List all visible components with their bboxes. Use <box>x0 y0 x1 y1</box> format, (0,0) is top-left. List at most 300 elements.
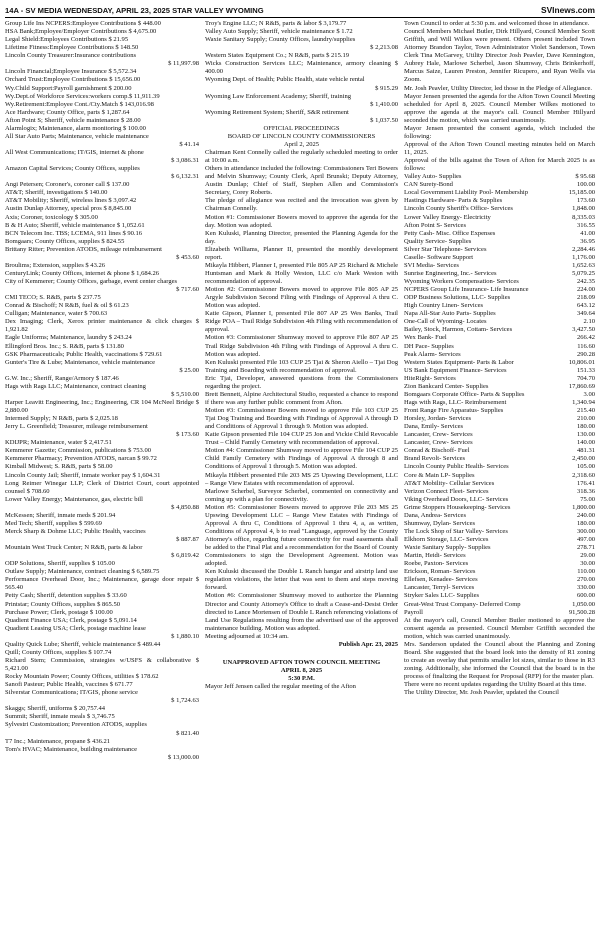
expense-entry: Amazon Capital Services; County Offices, supplies <box>5 165 140 173</box>
bill-amount: 30.00 <box>580 560 595 568</box>
expense-amount: $ 821.40 <box>176 729 199 737</box>
paragraph: Mikayla Hibbert presented File 203 MS 25 Upswing Development, LLC – Range View Estates with recommendation of approval. <box>205 471 398 487</box>
bill-row <box>404 181 595 189</box>
paragraph: Ken Kuluski, Planning Director, presented the Planning Agenda for the day. <box>205 229 398 245</box>
bill-amount: 17,860.69 <box>568 382 595 390</box>
expense-entry: Rocky Mountain Power; County Offices, utilities $ 178.62 <box>5 673 159 681</box>
section-heading: UNAPPROVED AFTON TOWN COUNCIL MEETING <box>222 658 381 666</box>
bill-amount: 497.00 <box>576 536 595 543</box>
bill-vendor: High Country Linen- Services <box>404 302 484 310</box>
bill-vendor: ODP Business Solutions, LLC- Supplies <box>404 294 511 302</box>
bill-vendor: Lancaster, Crew- Services <box>404 431 473 439</box>
section-heading: APRIL 8, 2025 <box>280 666 323 674</box>
bill-row <box>404 544 595 552</box>
bill-amount: 2,284.46 <box>572 245 595 253</box>
bill-row <box>404 472 595 480</box>
bill-vendor: Bailey, Stock, Harmon, Cottam- Services <box>404 326 513 334</box>
expense-entry: Kimball Midwest; S. R&B, parts $ 58.00 <box>5 463 113 471</box>
expense-amount: $ 41.14 <box>179 140 199 148</box>
bill-row <box>404 302 595 310</box>
expense-entry: Angi Petersen; Coroner's, coroner call $ 137.00 <box>5 181 130 189</box>
expense-entry: Quadient Leasing USA; Clerk, postage machine lease <box>5 624 146 632</box>
paragraph: There were no recent updates regarding the Utility Board at this time. <box>404 681 587 689</box>
paragraph: Approval of the Afton Town Council meeting minutes held on March 11, 2025. <box>404 140 595 156</box>
expense-entry: Bomgaars; County Offices, supplies $ 824.55 <box>5 237 125 245</box>
bill-vendor: Waxie Sanitary Supply- Supplies <box>404 544 491 552</box>
expense-amount: $ 11,997.98 <box>168 60 199 68</box>
expense-entry: Wyoming Dept. of Health; Public Health, state vehicle rental <box>205 76 365 84</box>
expense-entry: Purchase Power; Clerk, postage $ 100.00 <box>5 608 113 616</box>
bill-row <box>404 230 595 238</box>
bill-amount: 173.60 <box>576 197 595 205</box>
bill-row <box>404 601 595 609</box>
bill-amount: 242.35 <box>576 278 595 285</box>
bill-row <box>404 383 595 391</box>
bill-row <box>404 463 595 471</box>
expense-entry: Harper Leavitt Engineering, Inc.; Engineering, CR 104 McNeel Bridge $ 2,880.00 <box>5 398 199 414</box>
bill-row <box>404 568 595 576</box>
bill-row <box>404 214 595 222</box>
bill-vendor: Sunrise Engineering, Inc.- Services <box>404 269 497 277</box>
bills-table <box>404 173 595 616</box>
expense-entry: Long Reimer Winegar LLP; Clerk of District Court, court appointed counsel $ 708.60 <box>5 479 199 495</box>
expense-entry: City of Kemmerer; County Offices, garbage, event center charges <box>5 278 178 285</box>
bill-vendor: Lincoln County Sheriff's Office- Services <box>404 205 513 213</box>
paragraph: Katie Gipson, Planner I, presented File 807 AP 25 Wes Banks, Trail Ridge POA – Trail Ridge Subdivision 4th Filing with recommendation of approval. <box>205 310 398 334</box>
expense-entry: Lincoln County Jail; Sheriff, inmate worker pay $ 1,604.31 <box>5 471 161 479</box>
bill-amount: 151.33 <box>576 366 595 374</box>
expense-entry: CenturyLink; County Offices, internet & phone $ 1,684.26 <box>5 269 160 277</box>
bill-amount: 240.00 <box>576 511 595 519</box>
bill-amount: 270.00 <box>576 576 595 584</box>
bill-row <box>404 278 595 286</box>
bill-amount: 8,335.03 <box>572 213 595 221</box>
paragraph: Mr. Josh Peavler, Utility Director, led those in the Pledge of Allegiance. <box>404 84 593 92</box>
bill-amount: 224.00 <box>576 286 595 294</box>
paragraph: Motion #1: Commissioner Bowers moved to approve the agenda for the day. Motion was adopted. <box>205 213 398 229</box>
bill-row <box>404 399 595 407</box>
expense-entry: Axis; Coroner, toxicology $ 305.00 <box>5 213 98 221</box>
bill-vendor: Wex Bank- Fuel <box>404 334 447 342</box>
bill-amount: 1,176.00 <box>572 253 595 261</box>
expense-entry: Ace Hardware; County Office, parts $ 1,287.64 <box>5 108 130 116</box>
expense-entry: ODP Solutions, Sheriff, supplies $ 105.00 <box>5 560 115 568</box>
expense-entry: Afton Point S; Sheriff, vehicle maintenance $ 28.00 <box>5 116 141 124</box>
bill-vendor: Lancaster, Terryl- Services <box>404 584 475 592</box>
bill-amount: 1,340.94 <box>572 398 595 406</box>
bill-amount: 215.40 <box>576 407 595 414</box>
bill-amount: 15,185.00 <box>568 189 595 197</box>
paragraph: Mayor Jeff Jensen called the regular meeting of the Afton <box>205 683 356 691</box>
paragraph: At the mayor's call, Council Member Butler motioned to approve the consent agenda as presented. Council Member Griffith seconded the motion, which was carried unanimously. <box>404 616 595 640</box>
bill-row <box>404 286 595 294</box>
bill-vendor: Zion Bankcard Center- Supplies <box>404 382 489 390</box>
bill-row <box>404 391 595 399</box>
bill-row <box>404 552 595 560</box>
expense-entry: Brittany Ritter; Prevention ATODS, mileage reimbursement <box>5 245 162 253</box>
bill-vendor: Front Range Fire Apparatus- Supplies <box>404 407 504 414</box>
expense-entry: AT&T; Sheriff, investigations $ 140.00 <box>5 189 108 197</box>
bill-vendor: The Lock Shop of Star Valley- Services <box>404 527 508 535</box>
paragraph: Marlowe Scherbel, Surveyor Scherbel, commented on connectivity and coming up with a plan for connectivity. <box>205 487 398 503</box>
column-3-intro <box>404 20 595 173</box>
bill-vendor: Conrad & Bischoff- Fuel <box>404 447 470 455</box>
bill-row <box>404 262 595 270</box>
bill-vendor: Lancaster, Crew- Services <box>404 439 473 447</box>
bill-amount: 10,806.01 <box>568 358 595 366</box>
bill-vendor: Afton Point S- Services <box>404 221 467 229</box>
expense-entry: Mountain West Truck Center; N R&B, parts & labor <box>5 544 143 552</box>
expense-entry: Lifetime Fitness:Employee Contributions $ 148.50 <box>5 44 139 52</box>
bill-vendor: Peak Alarm- Services <box>404 350 461 358</box>
bill-amount: 110.00 <box>577 568 595 576</box>
bill-row <box>404 367 595 375</box>
expense-entry: Eagle Uniforms; Maintenance, laundry $ 243.24 <box>5 334 132 342</box>
bill-row <box>404 310 595 318</box>
paragraph: Motion #6: Commissioner Shumway moved to authorize the Planning Director and County Attorney's Office to draft a Cease-and-Desist Order directed to Lance Mortensen of Double L Ranch referencing violations of Land Use Regulations resulting from the advertised use of the approved maintenance building. Motion was adopted. <box>205 592 398 632</box>
bill-vendor: SVI Media- Services <box>404 261 459 269</box>
expense-entry: Wyoming Law Enforcement Academy; Sheriff, training <box>205 92 352 100</box>
bill-amount: 41.00 <box>580 229 595 237</box>
bill-vendor: Roebe, Paxton- Services <box>404 560 469 568</box>
bill-row <box>404 584 595 592</box>
section-heading: OFFICIAL PROCEEDINGS <box>263 124 340 132</box>
bill-amount: 643.12 <box>576 302 595 310</box>
column-1 <box>5 20 199 923</box>
expense-entry: Silverstar Communications; IT/GIS, phone service <box>5 689 138 697</box>
expense-entry: Dex Imaging; Clerk, Xerox printer maintenance & click charges $ 1,921.82 <box>5 318 199 334</box>
bill-amount: 266.42 <box>576 334 595 342</box>
expense-entry: GSK Pharmaceuticals; Public Health, vaccinations $ 729.61 <box>5 350 163 358</box>
expense-entry: All West Communications; IT/GIS, internet & phone <box>5 149 144 156</box>
paragraph: Ken Kuluski discussed the Double L Ranch hangar and airstrip land use regulation violations, the letter that was sent to them and steps moving forward. <box>205 568 398 592</box>
expense-amount: $ 13,000.00 <box>167 753 199 761</box>
paragraph: Mayor Jensen presented the agenda for the Afton Town Council Meeting scheduled for April 8, 2025. Council Member Wilkes motioned to approve the agenda at the mayor's call. Council Member Hillyard seconded the motion, which was carried unanimously. <box>404 92 595 124</box>
bill-vendor: Stryker Sales LLC- Supplies <box>404 592 480 600</box>
paragraph: The pledge of allegiance was recited and the invocation was given by Chairman Connelly. <box>205 197 398 213</box>
bill-vendor: Hastings Hardware- Parts & Supplies <box>404 197 503 205</box>
masthead <box>5 3 595 18</box>
bill-row <box>404 270 595 278</box>
expense-amount: $ 2,213.08 <box>370 44 398 52</box>
expense-amount: $ 717.60 <box>176 286 199 294</box>
expense-amount: $ 6,819.42 <box>171 552 199 560</box>
expense-entry: Tom's HVAC; Maintenance, building maintenance <box>5 745 138 753</box>
bill-row <box>404 431 595 439</box>
bill-vendor: Western States Equipment- Parts & Labor <box>404 358 514 366</box>
bill-vendor: Dana, Andrea- Services <box>404 511 466 519</box>
expense-entry: Kemmerer Pharmacy; Prevention ATODS, narcan $ 99.72 <box>5 455 157 463</box>
paragraph: Chairman Kent Connelly called the regularly scheduled meeting to order at 10:00 a.m. <box>205 149 398 165</box>
expense-entry: B & H Auto; Sheriff, vehicle maintenance $ 1,052.61 <box>5 221 145 229</box>
bill-row <box>404 480 595 488</box>
expense-entry: Wy.Child Support:Payroll garnishment $ 200.00 <box>5 84 132 92</box>
bill-amount: 180.00 <box>576 519 595 527</box>
expense-amount: $ 4,850.88 <box>171 503 199 511</box>
expense-entry: Skaggs; Sheriff, uniforms $ 20,757.44 <box>5 705 106 713</box>
bill-vendor: Wyoming Workers Compensation- Services <box>404 278 519 285</box>
bill-vendor: HiteRight- Services <box>404 374 456 382</box>
bill-row <box>404 359 595 367</box>
paragraph: Motion #3: Commissioner Shumway moved to approve File 807 AP 25 Trail Ridge Subdivision 4th Filing with Findings of Approval A thru C. Motion was adopted. <box>205 334 398 358</box>
bill-vendor: CAN Surety-Bond <box>404 181 453 189</box>
expense-entry: Intermed Supply; N R&B, parts $ 2,025.18 <box>5 415 118 423</box>
bill-row <box>404 520 595 528</box>
expense-entry: Austin Dunlap Attorney, special pros $ 8,845.00 <box>5 205 132 213</box>
expense-entry: Quill; County Offices, supplies $ 107.74 <box>5 648 112 656</box>
bill-row <box>404 318 595 326</box>
bill-amount: 316.55 <box>576 221 595 229</box>
paragraph: Eric Tjai, Developer, answered questions from the Commissioners regarding the project. <box>205 374 398 390</box>
expense-amount: $ 1,410.00 <box>370 100 398 108</box>
bill-amount: 481.31 <box>576 447 595 455</box>
expense-amount: $ 915.29 <box>375 84 398 92</box>
expense-amount: $ 1,037.50 <box>370 116 398 124</box>
expense-entry: Sylvestri Customization; Prevention ATODS, supplies <box>5 721 147 729</box>
expense-entry: Gunter's Tire & Lube; Maintenance, vehicle maintenance <box>5 358 156 366</box>
bill-amount: 278.71 <box>576 544 595 552</box>
bill-amount: 100.00 <box>576 181 595 189</box>
bill-amount: 3.00 <box>583 390 595 398</box>
bill-row <box>404 504 595 512</box>
bill-amount: 140.00 <box>576 439 595 447</box>
bill-amount: 1,800.00 <box>572 503 595 511</box>
expense-entry: BCN Telecom Inc. TBS; LCEMA, 911 lines $ 90.16 <box>5 229 143 237</box>
expense-amount: $ 5,510.00 <box>171 390 199 398</box>
bill-amount: 105.00 <box>576 463 595 471</box>
expense-entry: Med Tech; Sheriff, supplies $ 599.69 <box>5 519 102 527</box>
bill-amount: 1,050.00 <box>572 600 595 608</box>
bill-vendor: Ellefsen, Kenadee- Services <box>404 576 478 584</box>
expense-entry: McKessen; Sheriff, inmate meds $ 201.94 <box>5 511 116 519</box>
bill-amount: 5,079.25 <box>572 269 595 277</box>
paragraph: Mrs. Sanderson updated the Council about the Planning and Zoning Board. She suggested that the board look into the density of R1 zoning to create an overlay that permits smaller lot sizes, similar to those in R3 zoning. Additionally, she informed the Council that the board is in the process of finalizing the Request for Proposal (RFP) for the master plan. <box>404 640 595 681</box>
expense-entry: Performance Overhead Door, Inc.; Maintenance, garage door repair $ 565.40 <box>5 576 199 592</box>
bill-row <box>404 576 595 584</box>
bill-amount: 600.00 <box>576 592 595 600</box>
expense-entry: Group Life Ins NCPERS:Employee Contributions $ 448.00 <box>5 20 161 27</box>
bill-vendor: Martin, Heidi- Services <box>404 552 466 560</box>
paragraph: Council Members Michael Butler, Dirk Hillyard, Council Member Scott Griffith, and Will Wilkes were present. Others present included Town Attorney Brandon Taylor, Town Administrator Violet Sanderson, Town Clerk Tina McGarvey, Utility Director Josh Peavler, Dave Kennington, Aubrey Hale, Marlowe Scherbel, Jason Shumway, Chris Brinkerhoff, Marcus Saize, Lauren Preston, Jennifer Ricupero, and Ryan Wells via Zoom. <box>404 28 595 84</box>
bill-row <box>404 222 595 230</box>
bill-row <box>404 343 595 351</box>
bill-vendor: Caselle- Software Support <box>404 253 474 261</box>
paragraph: Town Council to order at 5:30 p.m. and welcomed those in attendance. <box>404 20 590 27</box>
bill-row <box>404 189 595 197</box>
paragraph: Others in attendance included the following: Commissioners Teri Bowers and Melvin Shumway; County Clerk, April Brunski; Deputy Attorney, Austin Dunlap; Chief of Staff, Stephen Allen and Commission's Secretary, Corey Roberts. <box>205 165 398 197</box>
bill-amount: 1,652.63 <box>572 261 595 269</box>
bill-amount: $ 95.68 <box>575 173 595 181</box>
expense-entry: Troy's Engine LLC; N R&B, parts & labor $ 3,179.77 <box>205 20 347 27</box>
bill-amount: 75.00 <box>580 495 595 503</box>
bill-vendor: Lincoln County Public Health- Services <box>404 463 509 471</box>
expense-amount: $ 1,880.10 <box>171 632 199 640</box>
expense-amount: $ 6,132.31 <box>171 173 199 181</box>
expense-entry: HSA Bank;Employee/Employer Contributions $ 4,675.00 <box>5 28 157 36</box>
bill-row <box>404 205 595 213</box>
expense-entry: Waxie Sanitary Supply; County Offices, laundry/supplies <box>205 36 356 44</box>
bill-vendor: Quality Service- Supplies <box>404 237 472 245</box>
expense-entry: G.W. Inc.; Sheriff, Range/Armory $ 187.46 <box>5 374 119 382</box>
bill-vendor: Verizon Connect Fleet- Services <box>404 487 489 495</box>
bill-vendor: NCPERS Group Life Insurance- Life Insurance <box>404 286 529 294</box>
bill-amount: 290.28 <box>576 350 595 358</box>
paragraph: Elizabeth Williams, Planner II, presented the monthly development report. <box>205 245 398 261</box>
expense-entry: Printstar; County Offices, supplies $ 865.50 <box>5 600 120 608</box>
bill-row <box>404 375 595 383</box>
bill-row <box>404 512 595 520</box>
expense-entry: Kemmerer Gazette; Commission, publications $ 753.00 <box>5 447 152 455</box>
section-heading: April 2, 2025 <box>283 140 320 148</box>
bill-amount: 91,500.28 <box>568 608 595 616</box>
expense-entry: Alarmlogix; Maintenance, alarm monitoring $ 100.00 <box>5 124 146 132</box>
expense-entry: T7 Inc.; Maintenance, propane $ 436.21 <box>5 737 111 745</box>
expense-entry: Western States Equipment Co.; N R&B, parts $ 215.19 <box>205 52 350 60</box>
bill-amount: 29.00 <box>580 552 595 560</box>
bill-row <box>404 351 595 359</box>
bill-row <box>404 536 595 544</box>
bill-amount: 2,450.00 <box>572 455 595 463</box>
bill-vendor: Great-West Trust Company- Deferred Comp <box>404 600 521 608</box>
bill-row <box>404 609 595 617</box>
paragraph: Motion #4: Commissioner Shumway moved to approve File 104 CUP 25 Child Family Cemetery with Findings of Approval A through 8 and Conditions of Approval 1 through 5. Motion was adopted. <box>205 447 398 471</box>
expense-entry: Summit; Sheriff, inmate meals $ 3,746.75 <box>5 713 115 721</box>
paragraph: Motion #5: Commissioner Bowers moved to approve File 203 MS 25 Upswing Development LLC – Range View Estates with Findings of Approval A thru C, Conditions of Approval 1 thru 4, a, as written, Conditions of Approval 4, b to read "Language, approved by the County Attorney's office, regarding future connectivity for road easements shall be added to the Final Plat and a recommendation for the Board of County Commissioners to sign the Development Agreement. Motion was adopted. <box>205 503 398 568</box>
bill-vendor: Brand Revolt- Services <box>404 455 466 463</box>
bill-amount: 2.10 <box>583 318 595 326</box>
column-2 <box>205 20 398 923</box>
bill-vendor: Valley Auto- Supplies <box>404 173 462 181</box>
site-name: SVInews.com <box>541 5 595 15</box>
bill-row <box>404 197 595 205</box>
expense-entry: Outlaw Supply; Maintenance, contract cleaning $ 6,589.75 <box>5 568 160 576</box>
expense-entry: Valley Auto Supply; Sheriff, vehicle maintenance $ 1.72 <box>205 28 353 36</box>
bill-amount: 330.00 <box>576 584 595 592</box>
expense-entry: Lincoln Financial;Employee Insurance $ 5,572.34 <box>5 68 137 76</box>
bill-vendor: DH Pace- Supplies <box>404 342 454 350</box>
bill-vendor: US Bank Equipment Finance- Services <box>404 366 507 374</box>
bill-amount: 2,318.60 <box>572 471 595 479</box>
expense-entry: Jerry L. Greenfield; Treasurer, mileage reimbursement <box>5 423 148 431</box>
bill-vendor: Payroll <box>404 608 423 616</box>
bill-vendor: Elkhorn Storage, LLC- Services <box>404 536 489 543</box>
bill-vendor: Petty Cash- Misc. Office Expenses <box>404 229 496 237</box>
expense-entry: Legal Shield:Employees Contributions $ 21.95 <box>5 36 129 44</box>
section-heading: 5:30 P.M. <box>288 675 315 682</box>
expense-entry: Petty Cash; Sheriff, detention supplies $ 33.60 <box>5 592 127 600</box>
paragraph: The Utility Director, Mr. Josh Peavler, updated the Council <box>404 689 559 697</box>
expense-entry: Quadient Finance USA; Clerk, postage $ 5,091.14 <box>5 616 137 624</box>
bill-row <box>404 455 595 463</box>
bill-vendor: Core & Main LP- Supplies <box>404 471 475 479</box>
bill-row <box>404 415 595 423</box>
section-gap <box>205 649 398 659</box>
bill-amount: 116.60 <box>577 342 595 350</box>
bill-row <box>404 496 595 504</box>
bill-row <box>404 254 595 262</box>
expense-entry: Hags with Rags LLC; Maintenance, contract cleaning <box>5 382 146 390</box>
expense-entry: Ellingford Bros. Inc.; S. R&B, parts $ 131.80 <box>5 342 124 350</box>
bill-row <box>404 326 595 334</box>
expense-amount: $ 1,724.63 <box>171 697 199 705</box>
paragraph: Mikayla Hibbert, Planner I, presented File 805 AP 25 Richard & Michele Huntsman and Mark & Holly Weston, LLC c/o Mark Weston with recommendation of approval. <box>205 261 398 285</box>
expense-entry: Conrad & Bischoff; N R&B, fuel & oil $ 61.23 <box>5 302 129 310</box>
paragraph: Mayor Jensen presented the consent agenda, which included the following: <box>404 124 595 140</box>
expense-entry: Wyoming Retirement System; Sheriff, S&R retirement <box>205 108 349 116</box>
bill-amount: 3,427.50 <box>572 326 595 334</box>
expense-entry: Lincoln County Treasurer:Insurance contributions <box>5 52 137 60</box>
paragraph: Meeting adjourned at 10:34 am. <box>205 632 289 640</box>
bill-vendor: Grime Stoppers Housekeeping- Services <box>404 503 511 511</box>
column-3 <box>404 20 595 923</box>
expense-amount: $ 173.60 <box>176 431 199 439</box>
paragraph: Ken Kuluski presented File 103 CUP 25 Tjai & Sheron Aiello – Tjai Dog Training and Boarding with recommendation of approval. <box>205 358 398 374</box>
expense-entry: Wicks Construction Services LLC; Maintenance, armory cleaning $ 400.00 <box>205 60 398 76</box>
bill-amount: 210.00 <box>576 415 595 423</box>
expense-entry: CMI TECO; S. R&B, parts $ 237.75 <box>5 294 101 302</box>
bill-amount: 36.95 <box>580 237 595 245</box>
publish-date: Publish Apr. 23, 2025 <box>338 640 398 648</box>
bill-vendor: Horsley, Jordan- Services <box>404 415 472 423</box>
paragraph: Approval of the bills against the Town of Afton for March 2025 is as follows: <box>404 157 595 173</box>
expense-entry: Wy.Retirement:Employee Cont./Cty.Match $ 143,016.98 <box>5 100 154 108</box>
bill-vendor: Silver Star Telephone- Services <box>404 245 487 253</box>
bill-amount: 130.00 <box>576 431 595 439</box>
expense-entry: Culligan; Maintenance, water $ 700.63 <box>5 310 108 318</box>
bill-vendor: Shumway, Dylan- Services <box>404 519 476 527</box>
bill-row <box>404 294 595 302</box>
bill-row <box>404 447 595 455</box>
bill-vendor: Lower Valley Energy- Electricity <box>404 213 491 221</box>
expense-amount: $ 3,086.31 <box>171 157 199 165</box>
bill-row <box>404 528 595 536</box>
bill-vendor: One-Call of Wyoming- Locates <box>404 318 487 326</box>
bill-vendor: Hags with Rags, LLC- Reimbursement <box>404 398 507 406</box>
paragraph: Brett Bennett, Alpine Architectural Studio, requested a chance to respond if there was any further public comment from Afton. <box>205 390 398 406</box>
bill-vendor: Erickson, Roman- Services <box>404 568 476 576</box>
bill-row <box>404 423 595 431</box>
expense-amount: $ 453.60 <box>176 253 199 261</box>
expense-entry: Merck Sharp & Dohme LLC; Public Health, vaccines <box>5 527 146 535</box>
expense-entry: AT&T Mobility; Sheriff, wireless lines $ 3,097.42 <box>5 197 137 205</box>
page-header-dateline: 14A - SV MEDIA WEDNESDAY, APRIL 23, 2025 STAR VALLEY WYOMING <box>5 5 264 15</box>
bill-amount: 180.00 <box>576 423 595 431</box>
paragraph: Katie Gipson presented File 104 CUP 25 Jon and Vickie Child Revocable Trust – Child Family Cemetery with recommendation of approval. <box>205 431 398 447</box>
bill-row <box>404 560 595 568</box>
paragraph: Motion #3: Commissioner Bowers moved to approve File 103 CUP 25 Tjai Dog Training and Boarding with Findings of Approval A through D and Conditions of Approval 1 through 9. Motion was adopted. <box>205 407 398 431</box>
bill-row <box>404 439 595 447</box>
bill-row <box>404 592 595 600</box>
bill-vendor: Local Government Liability Pool- Membership <box>404 189 529 197</box>
bill-row <box>404 246 595 254</box>
bill-amount: 218.09 <box>576 294 595 302</box>
bill-row <box>404 488 595 496</box>
bill-amount: 176.41 <box>576 479 595 487</box>
expense-amount: $ 25.00 <box>179 366 199 374</box>
column-3-continuation <box>404 617 595 698</box>
expense-entry: Broulims; Extension, supplies $ 43.26 <box>5 261 106 269</box>
bill-row <box>404 173 595 181</box>
expense-entry: Wy.Dept.of Workforce Services:workers comp.$ 11,911.39 <box>5 92 160 100</box>
bill-row <box>404 334 595 342</box>
bill-row <box>404 407 595 415</box>
bill-amount: 300.00 <box>576 527 595 535</box>
expense-entry: All Star Auto Parts; Maintenance, vehicle maintenance <box>5 132 149 140</box>
expense-amount: $ 887.87 <box>176 536 199 543</box>
bill-vendor: Bomgaars Corporate Office- Parts & Supplies <box>404 390 525 398</box>
expense-entry: KDIJPR; Maintenance, water $ 2,417.51 <box>5 439 112 447</box>
bill-amount: 1,848.00 <box>572 205 595 213</box>
